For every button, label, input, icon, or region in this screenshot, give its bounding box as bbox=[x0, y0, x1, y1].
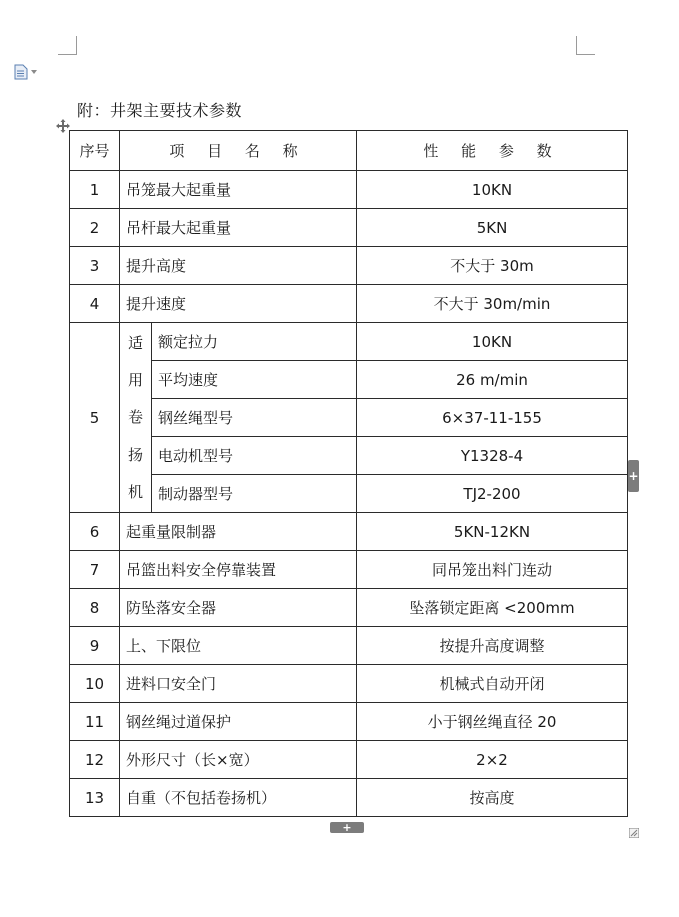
row-item-name: 进料口安全门 bbox=[120, 665, 357, 703]
group-number: 5 bbox=[70, 323, 120, 513]
add-column-button[interactable]: + bbox=[330, 822, 364, 833]
group-label-char: 扬 bbox=[127, 445, 143, 464]
row-value: 小于钢丝绳直径 20 bbox=[357, 703, 628, 741]
header-number: 序号 bbox=[70, 131, 120, 171]
table-row bbox=[70, 285, 628, 323]
row-number: 2 bbox=[70, 209, 120, 247]
document-options[interactable] bbox=[14, 64, 37, 80]
row-value: 机械式自动开闭 bbox=[357, 665, 628, 703]
row-number: 12 bbox=[70, 741, 120, 779]
header-performance: 性 能 参 数 bbox=[357, 131, 628, 171]
row-number: 6 bbox=[70, 513, 120, 551]
sub-item-value: 6×37-11-155 bbox=[357, 399, 628, 437]
add-row-button[interactable]: + bbox=[628, 460, 639, 492]
sub-item-value: 26 m/min bbox=[357, 361, 628, 399]
row-number: 10 bbox=[70, 665, 120, 703]
table-row bbox=[70, 209, 628, 247]
row-item-name: 提升高度 bbox=[120, 247, 357, 285]
group-vertical-label bbox=[120, 323, 152, 513]
row-number: 3 bbox=[70, 247, 120, 285]
row-value: 2×2 bbox=[357, 741, 628, 779]
row-value: 不大于 30m bbox=[357, 247, 628, 285]
table-row bbox=[70, 171, 628, 209]
table-row-group bbox=[70, 323, 628, 361]
row-value: 不大于 30m/min bbox=[357, 285, 628, 323]
row-value: 同吊笼出料门连动 bbox=[357, 551, 628, 589]
row-item-name: 防坠落安全器 bbox=[120, 589, 357, 627]
row-number: 13 bbox=[70, 779, 120, 817]
table-row bbox=[70, 247, 628, 285]
row-item-name: 上、下限位 bbox=[120, 627, 357, 665]
row-item-name: 提升速度 bbox=[120, 285, 357, 323]
table-header-row bbox=[70, 131, 628, 171]
row-value: 5KN bbox=[357, 209, 628, 247]
group-label-char: 适 bbox=[127, 334, 143, 353]
table-resize-handle-icon[interactable] bbox=[629, 823, 639, 833]
sub-item-name: 制动器型号 bbox=[152, 475, 357, 513]
table-row-group bbox=[70, 361, 628, 399]
row-item-name: 钢丝绳过道保护 bbox=[120, 703, 357, 741]
row-item-name: 吊篮出料安全停靠装置 bbox=[120, 551, 357, 589]
row-value: 按提升高度调整 bbox=[357, 627, 628, 665]
table-move-handle-icon[interactable] bbox=[56, 118, 70, 132]
table-row-group bbox=[70, 399, 628, 437]
table-row bbox=[70, 513, 628, 551]
sub-item-name: 电动机型号 bbox=[152, 437, 357, 475]
row-value: 5KN-12KN bbox=[357, 513, 628, 551]
group-label-char: 卷 bbox=[127, 408, 143, 427]
table-row bbox=[70, 779, 628, 817]
row-number: 11 bbox=[70, 703, 120, 741]
row-item-name: 吊杆最大起重量 bbox=[120, 209, 357, 247]
row-number: 7 bbox=[70, 551, 120, 589]
spec-table bbox=[69, 130, 628, 817]
table-row bbox=[70, 551, 628, 589]
row-item-name: 吊笼最大起重量 bbox=[120, 171, 357, 209]
sub-item-name: 额定拉力 bbox=[152, 323, 357, 361]
page-corner-mark-top-right bbox=[576, 36, 595, 55]
group-label-char: 用 bbox=[127, 371, 143, 390]
table-row bbox=[70, 741, 628, 779]
sub-item-value: TJ2-200 bbox=[357, 475, 628, 513]
row-number: 1 bbox=[70, 171, 120, 209]
group-label-char: 机 bbox=[127, 482, 143, 501]
table-row bbox=[70, 589, 628, 627]
sub-item-name: 平均速度 bbox=[152, 361, 357, 399]
sub-item-name: 钢丝绳型号 bbox=[152, 399, 357, 437]
document-icon bbox=[14, 64, 28, 80]
header-item-name: 项 目 名 称 bbox=[120, 131, 357, 171]
row-number: 4 bbox=[70, 285, 120, 323]
table-row-group bbox=[70, 475, 628, 513]
row-item-name: 自重（不包括卷扬机） bbox=[120, 779, 357, 817]
row-value: 坠落锁定距离 <200mm bbox=[357, 589, 628, 627]
row-value: 10KN bbox=[357, 171, 628, 209]
row-number: 9 bbox=[70, 627, 120, 665]
sub-item-value: Y1328-4 bbox=[357, 437, 628, 475]
table-row-group bbox=[70, 437, 628, 475]
table-row bbox=[70, 703, 628, 741]
row-number: 8 bbox=[70, 589, 120, 627]
page-corner-mark-top-left bbox=[58, 36, 77, 55]
row-item-name: 起重量限制器 bbox=[120, 513, 357, 551]
row-item-name: 外形尺寸（长×宽） bbox=[120, 741, 357, 779]
section-heading: 附：井架主要技术参数 bbox=[77, 101, 243, 120]
sub-item-value: 10KN bbox=[357, 323, 628, 361]
dropdown-arrow-icon bbox=[31, 70, 37, 74]
table-row bbox=[70, 627, 628, 665]
row-value: 按高度 bbox=[357, 779, 628, 817]
table-row bbox=[70, 665, 628, 703]
